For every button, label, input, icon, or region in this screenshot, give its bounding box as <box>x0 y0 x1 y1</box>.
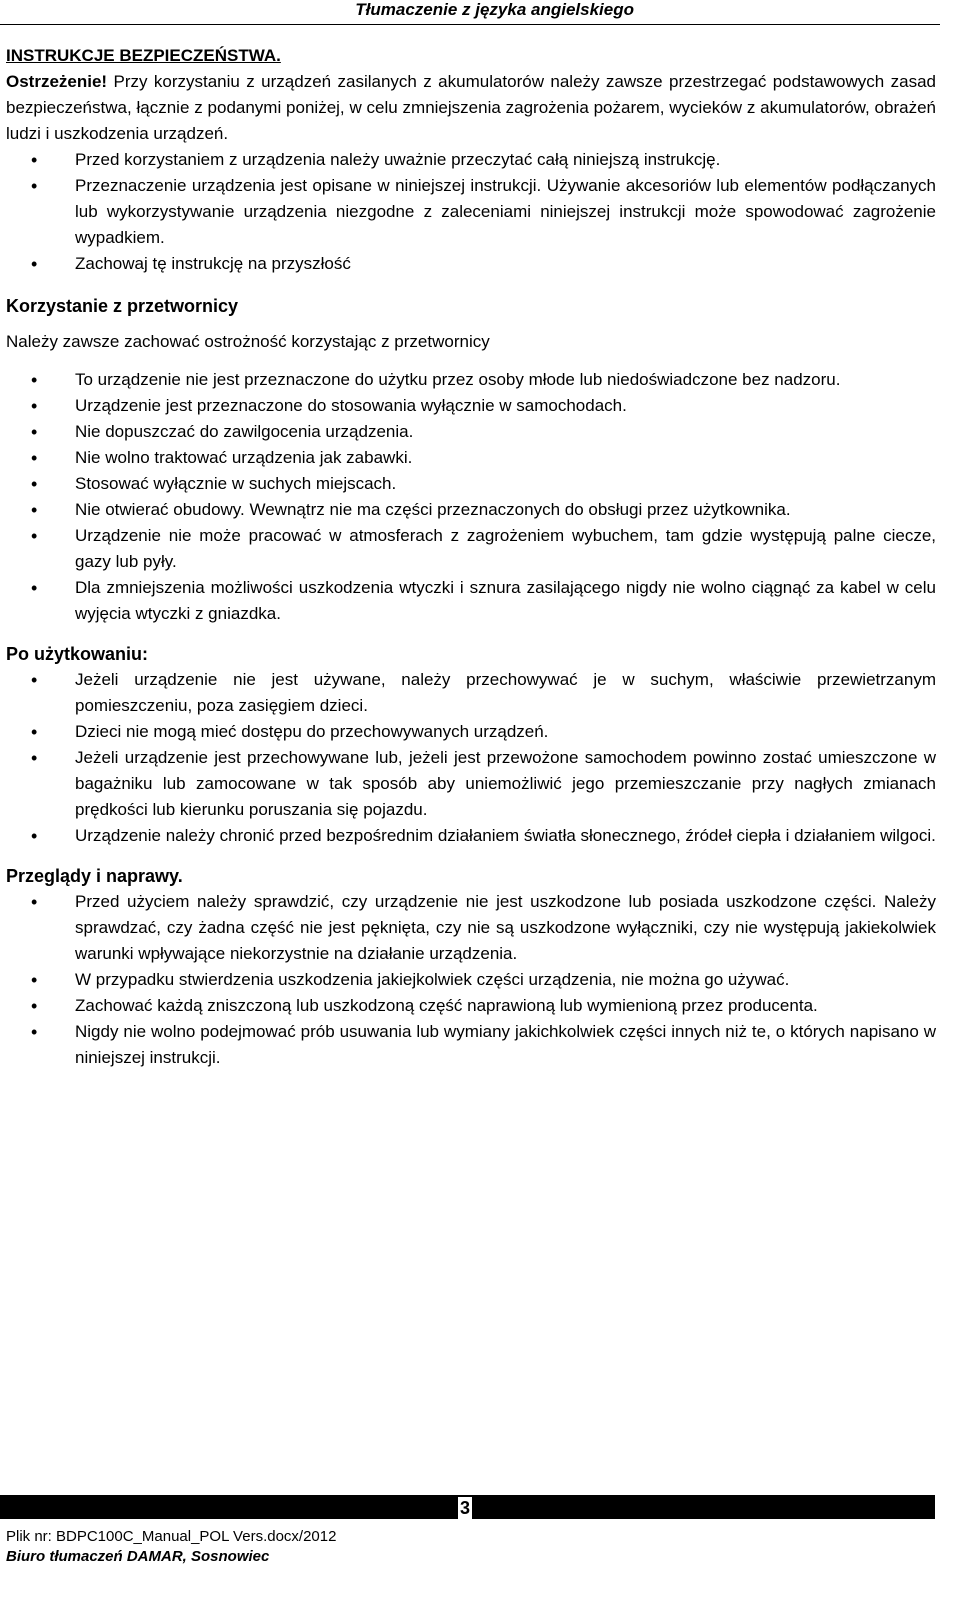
section-heading-after-use: Po użytkowaniu: <box>6 644 149 664</box>
document-title: INSTRUKCJE BEZPIECZEŃSTWA. <box>6 46 281 65</box>
header-title: Tłumaczenie z języka angielskiego <box>355 0 634 19</box>
footer-file-reference: Plik nr: BDPC100C_Manual_POL Vers.docx/2012 <box>6 1528 337 1545</box>
intro-paragraph <box>6 69 936 147</box>
page-number: 3 <box>460 1498 471 1518</box>
list-item: • Nigdy nie wolno podejmować prób usuwania lub wymiany jakichkolwiek części innych niż te, o których napisano w niniejszej instrukcji. <box>6 1019 936 1071</box>
list-item: • Jeżeli urządzenie nie jest używane, należy przechowywać je w suchym, właściwie przewietrzanym pomieszczeniu, poza zasięgiem dzieci. <box>6 667 936 719</box>
list-item: • Nie dopuszczać do zawilgocenia urządzenia. <box>6 419 936 445</box>
list-item: • W przypadku stwierdzenia uszkodzenia jakiejkolwiek części urządzenia, nie można go używać. <box>6 967 936 993</box>
document-body <box>6 43 936 1071</box>
list-item: • Przeznaczenie urządzenia jest opisane w niniejszej instrukcji. Używanie akcesoriów lub elementów podłączanych lub wykorzystywanie urządzenia niezgodne z zaleceniami niniejszej instrukcji może spowodować zagrożenie wypadkiem. <box>6 173 936 251</box>
list-item: • Przed użyciem należy sprawdzić, czy urządzenie nie jest uszkodzone lub posiada uszkodzone części. Należy sprawdzać, czy żadna część nie jest pęknięta, czy nie są uszkodzone wyłączniki, czy nie występują jakiekolwiek warunki wpływające niekorzystnie na działanie urządzenia. <box>6 889 936 967</box>
list-item: • Stosować wyłącznie w suchych miejscach. <box>6 471 936 497</box>
list-item: • Nie wolno traktować urządzenia jak zabawki. <box>6 445 936 471</box>
list-item: • Dzieci nie mogą mieć dostępu do przechowywanych urządzeń. <box>6 719 936 745</box>
list-item: • Nie otwierać obudowy. Wewnątrz nie ma części przeznaczonych do obsługi przez użytkownika. <box>6 497 936 523</box>
inverter-intro: Należy zawsze zachować ostrożność korzystając z przetwornicy <box>6 332 490 351</box>
inverter-bullet-list <box>6 367 936 627</box>
section-heading-inverter: Korzystanie z przetwornicy <box>6 296 239 316</box>
repairs-bullet-list <box>6 889 936 1071</box>
list-item: • Przed korzystaniem z urządzenia należy uważnie przeczytać całą niniejszą instrukcję. <box>6 147 936 173</box>
list-item: • Urządzenie należy chronić przed bezpośrednim działaniem światła słonecznego, źródeł ciepła i działaniem wilgoci. <box>6 823 936 849</box>
list-item: • Zachować każdą zniszczoną lub uszkodzoną część naprawioną lub wymienioną przez producenta. <box>6 993 936 1019</box>
list-item: • Dla zmniejszenia możliwości uszkodzenia wtyczki i sznura zasilającego nigdy nie wolno ciągnąć za kabel w celu wyjęcia wtyczki z gniazdka. <box>6 575 936 627</box>
list-item: • Urządzenie jest przeznaczone do stosowania wyłącznie w samochodach. <box>6 393 936 419</box>
page-header <box>0 0 940 25</box>
list-item: • To urządzenie nie jest przeznaczone do użytku przez osoby młode lub niedoświadczone bez nadzoru. <box>6 367 936 393</box>
warning-label: Ostrzeżenie! <box>6 72 108 91</box>
after-use-bullet-list <box>6 667 936 849</box>
section-heading-repairs: Przeglądy i naprawy. <box>6 866 183 886</box>
list-item: • Zachowaj tę instrukcję na przyszłość <box>6 251 936 277</box>
footer-translation-office: Biuro tłumaczeń DAMAR, Sosnowiec <box>6 1548 270 1565</box>
intro-text: Przy korzystaniu z urządzeń zasilanych z akumulatorów należy zawsze przestrzegać podstawowych zasad bezpieczeństwa, łącznie z podanymi poniżej, w celu zmniejszenia zagrożenia pożarem, wycieków z akumulatorów, obrażeń ludzi i uszkodzenia urządzeń. <box>6 72 936 143</box>
list-item: • Urządzenie nie może pracować w atmosferach z zagrożeniem wybuchem, tam gdzie występują palne ciecze, gazy lub pyły. <box>6 523 936 575</box>
list-item: • Jeżeli urządzenie jest przechowywane lub, jeżeli jest przewożone samochodem powinno zostać umieszczone w bagażniku lub zamocowane w tak sposób aby uniemożliwić jego przemieszczanie przy nagłych zmianach prędkości lub kierunku poruszania się pojazdu. <box>6 745 936 823</box>
intro-bullet-list <box>6 147 936 277</box>
